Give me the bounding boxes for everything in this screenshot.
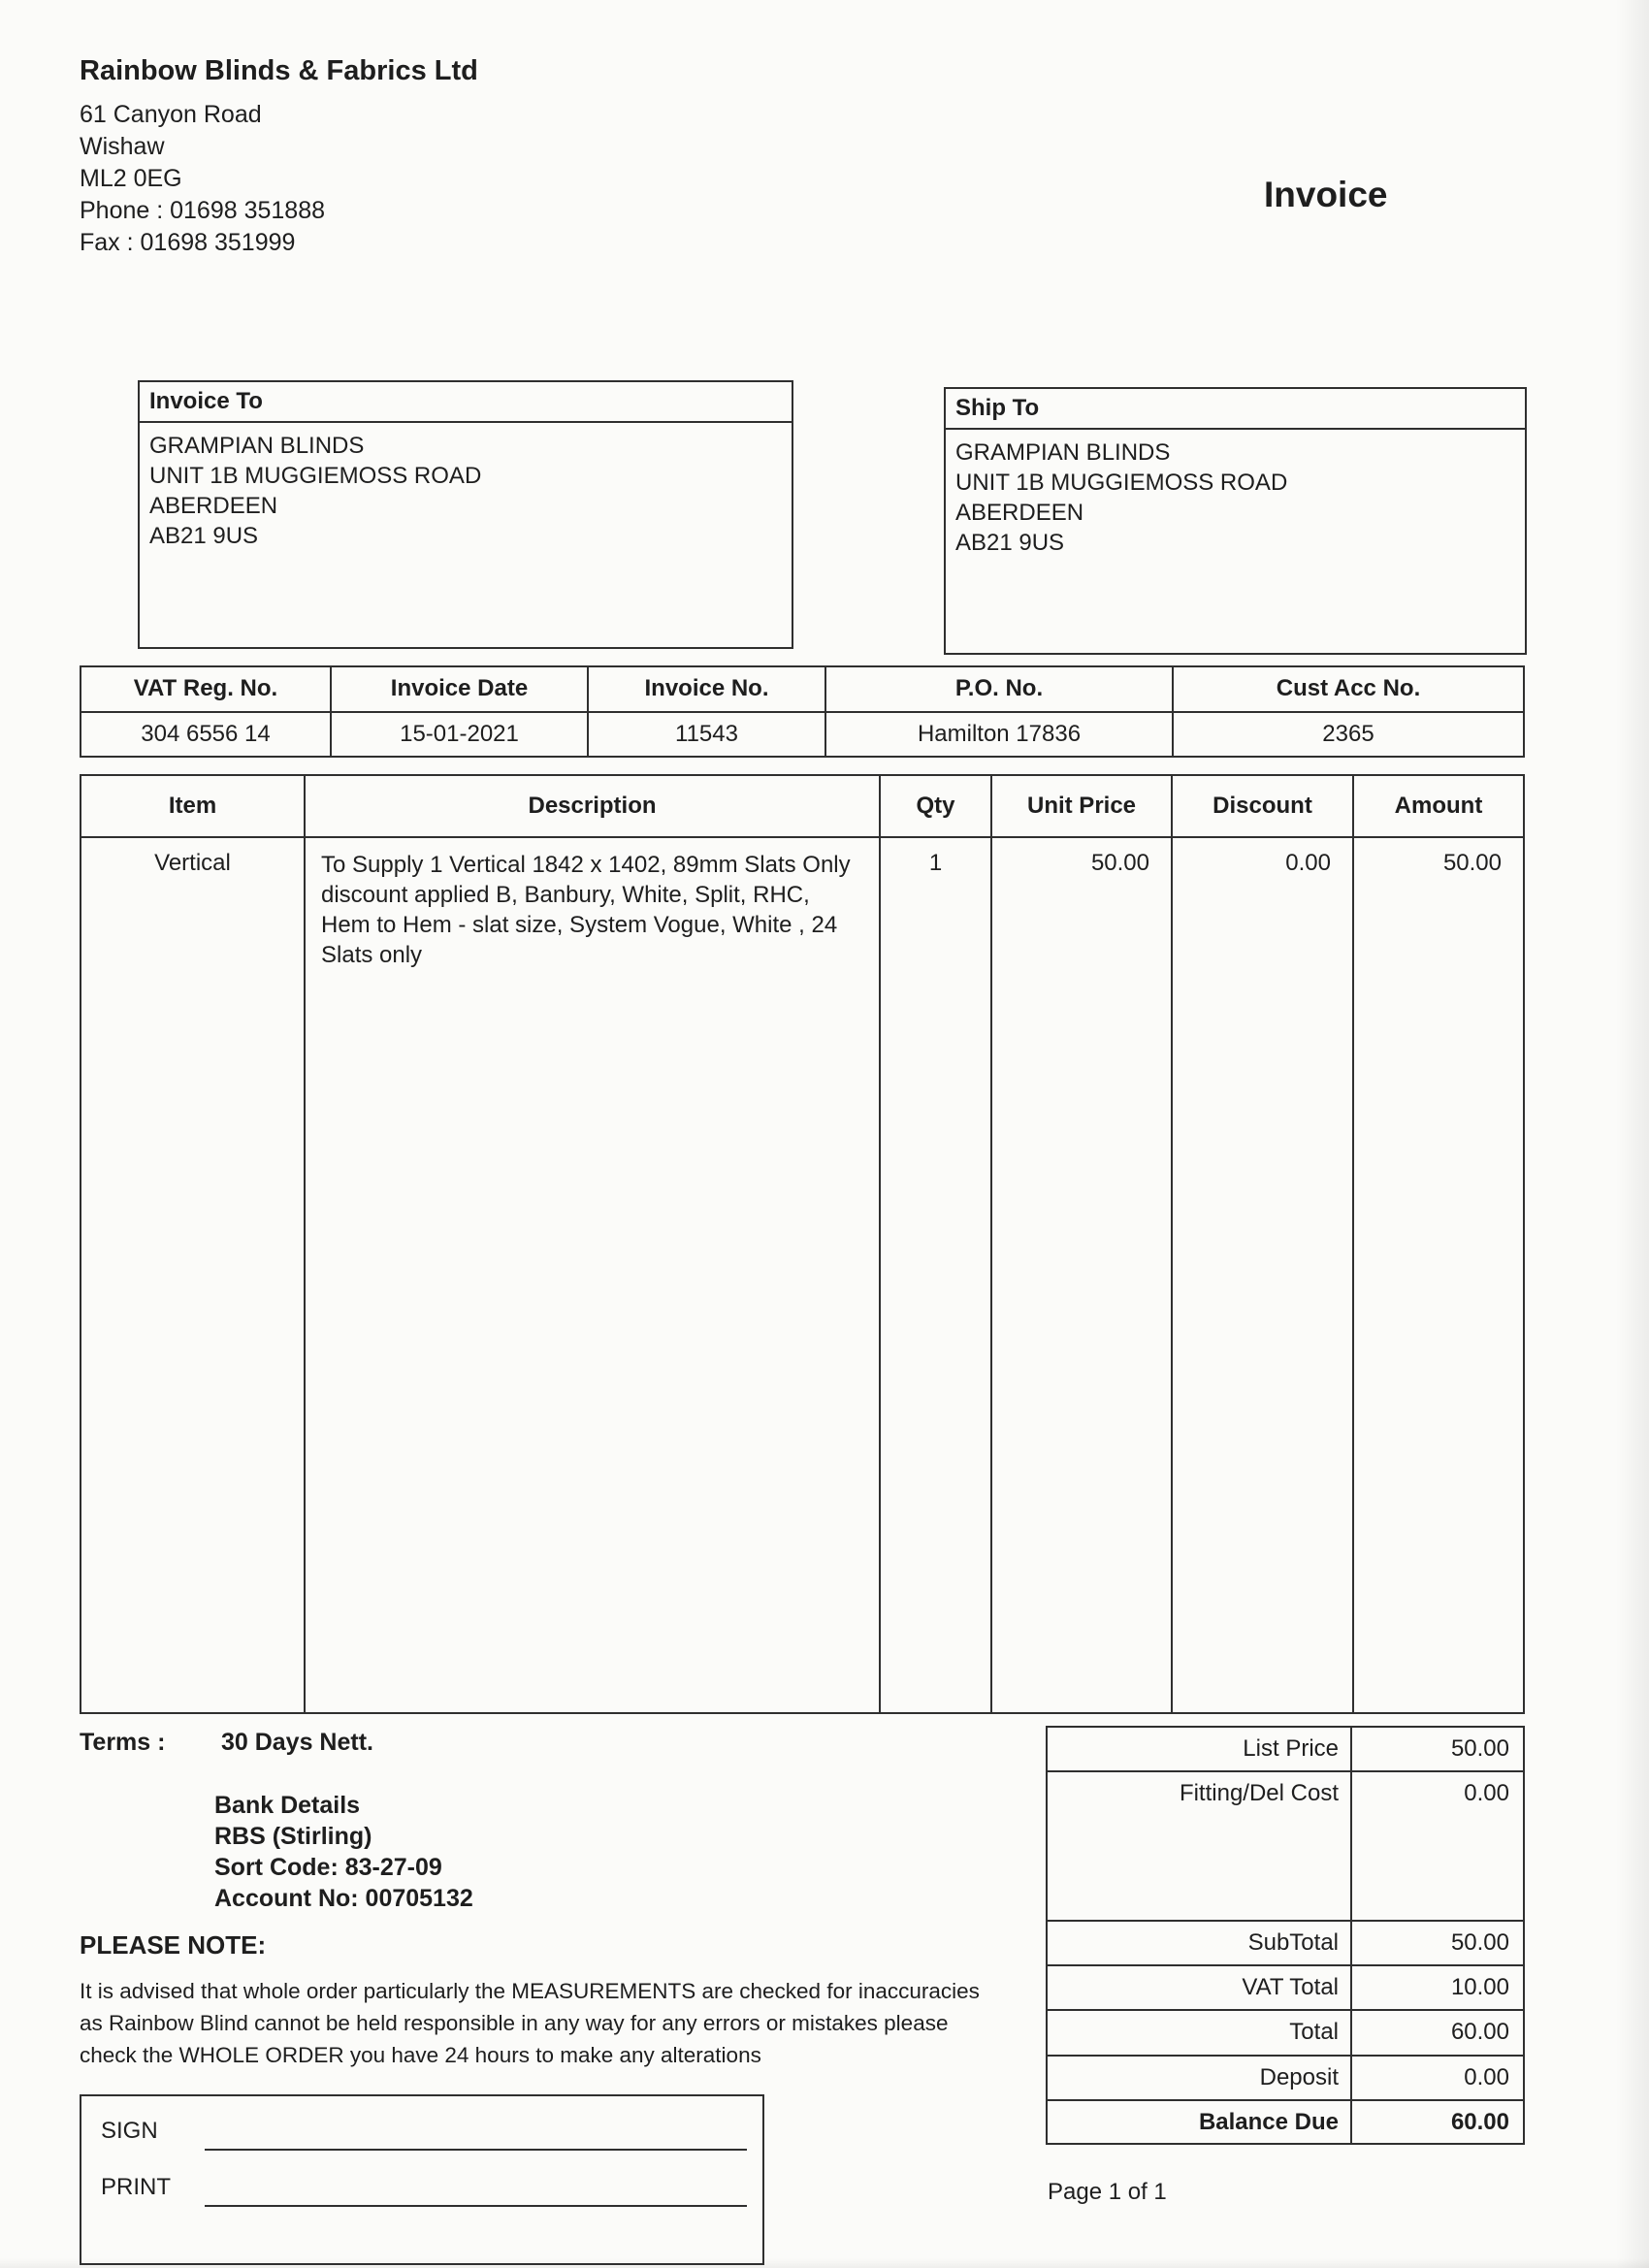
bank-details-title: Bank Details — [214, 1792, 361, 1819]
totals-row-fitting-del-cost — [1048, 1772, 1523, 1922]
company-block — [80, 52, 478, 259]
note-body: It is advised that whole order particularly the MEASUREMENTS are checked for inaccuracies as Rainbow Blind cannot be held responsible in any way for any errors or mistakes please check the WHOLE ORDER you have 24 hours to make any alterations — [80, 1979, 980, 2067]
totals-label: SubTotal — [1048, 1922, 1352, 1964]
signature-box — [80, 2094, 764, 2265]
page-number: Page 1 of 1 — [1048, 2179, 1167, 2205]
address-line: ABERDEEN — [149, 493, 278, 519]
items-header-discount: Discount — [1173, 776, 1354, 836]
totals-value: 60.00 — [1450, 2019, 1509, 2045]
meta-value-po-no: Hamilton 17836 — [826, 713, 1174, 757]
print-line — [205, 2205, 747, 2207]
meta-header-invoice-date: Invoice Date — [332, 667, 589, 711]
item-cell-discount: 0.00 — [1173, 838, 1354, 1712]
company-name: Rainbow Blinds & Fabrics Ltd — [80, 55, 478, 86]
sign-line — [205, 2149, 747, 2151]
address-line: UNIT 1B MUGGIEMOSS ROAD — [955, 470, 1288, 496]
meta-header-row — [81, 667, 1523, 713]
address-line: AB21 9US — [955, 530, 1065, 556]
items-header-amount: Amount — [1394, 793, 1483, 819]
sign-label: SIGN — [101, 2118, 158, 2144]
totals-value: 0.00 — [1464, 1780, 1509, 1806]
meta-value-invoice-date: 15-01-2021 — [332, 713, 589, 757]
totals-row-subtotal — [1048, 1922, 1523, 1966]
company-address-line-3: ML2 0EG — [80, 165, 182, 192]
bank-account-no: Account No: 00705132 — [214, 1885, 473, 1912]
invoice-to-box — [138, 380, 793, 649]
totals-label: VAT Total — [1048, 1966, 1352, 2009]
terms-label: Terms : — [80, 1729, 166, 1756]
meta-header-cust-acc: Cust Acc No. — [1276, 675, 1421, 702]
totals-row-vat-total — [1048, 1966, 1523, 2011]
invoice-to-label: Invoice To — [140, 382, 792, 423]
item-cell-description: To Supply 1 Vertical 1842 x 1402, 89mm Slats Only discount applied B, Banbury, White, Split, RHC, Hem to Hem - slat size, System Vogue, White , 24 Slats only — [306, 838, 881, 1712]
company-phone: Phone : 01698 351888 — [80, 197, 326, 224]
item-cell-amount: 50.00 — [1442, 850, 1502, 876]
meta-header-po-no: P.O. No. — [826, 667, 1174, 711]
totals-label: Deposit — [1048, 2057, 1352, 2099]
document-title: Invoice — [1264, 175, 1388, 214]
address-line: GRAMPIAN BLINDS — [955, 439, 1171, 466]
bank-name: RBS (Stirling) — [214, 1823, 372, 1850]
totals-label: List Price — [1048, 1728, 1352, 1770]
bank-details-block — [214, 1790, 473, 1914]
items-header-unit-price: Unit Price — [992, 776, 1173, 836]
meta-value-cust-acc: 2365 — [1322, 720, 1374, 747]
address-line: AB21 9US — [149, 523, 259, 549]
totals-row-total — [1048, 2011, 1523, 2057]
terms-row — [80, 1729, 373, 1757]
totals-label: Balance Due — [1048, 2101, 1352, 2143]
totals-value: 0.00 — [1464, 2064, 1509, 2090]
items-header-description: Description — [306, 776, 881, 836]
meta-value-invoice-no: 11543 — [589, 713, 826, 757]
bank-sort-code: Sort Code: 83-27-09 — [214, 1854, 442, 1881]
totals-value: 60.00 — [1450, 2109, 1509, 2135]
totals-row-list-price — [1048, 1728, 1523, 1772]
items-header-qty: Qty — [881, 776, 992, 836]
totals-value: 50.00 — [1450, 1735, 1509, 1762]
address-line: UNIT 1B MUGGIEMOSS ROAD — [149, 463, 482, 489]
totals-row-balance-due — [1048, 2101, 1523, 2143]
address-line: GRAMPIAN BLINDS — [149, 433, 365, 459]
items-table-row — [81, 838, 1523, 1712]
meta-value-vat-reg: 304 6556 14 — [81, 713, 332, 757]
terms-value: 30 Days Nett. — [220, 1729, 373, 1756]
company-address-line-2: Wishaw — [80, 133, 165, 160]
ship-to-address — [946, 430, 1525, 566]
totals-label: Fitting/Del Cost — [1048, 1772, 1352, 1920]
invoice-meta-table — [80, 665, 1525, 758]
meta-header-invoice-no: Invoice No. — [589, 667, 826, 711]
address-line: ABERDEEN — [955, 500, 1084, 526]
totals-value: 50.00 — [1450, 1929, 1509, 1956]
totals-row-deposit — [1048, 2057, 1523, 2101]
item-cell-qty: 1 — [881, 838, 992, 1712]
items-table-header — [81, 776, 1523, 838]
ship-to-box — [944, 387, 1527, 655]
totals-box — [1046, 1726, 1525, 2145]
meta-value-row — [81, 713, 1523, 757]
item-cell-unit-price: 50.00 — [992, 838, 1173, 1712]
item-cell-item: Vertical — [81, 838, 306, 1712]
meta-header-vat-reg: VAT Reg. No. — [81, 667, 332, 711]
totals-label: Total — [1048, 2011, 1352, 2055]
company-address-line-1: 61 Canyon Road — [80, 101, 262, 128]
company-fax: Fax : 01698 351999 — [80, 229, 296, 256]
print-label: PRINT — [101, 2174, 171, 2200]
note-title: PLEASE NOTE: — [80, 1930, 267, 1960]
totals-value: 10.00 — [1450, 1974, 1509, 2000]
ship-to-label: Ship To — [946, 389, 1525, 430]
items-header-item: Item — [81, 776, 306, 836]
invoice-to-address — [140, 423, 792, 559]
items-table — [80, 774, 1525, 1714]
